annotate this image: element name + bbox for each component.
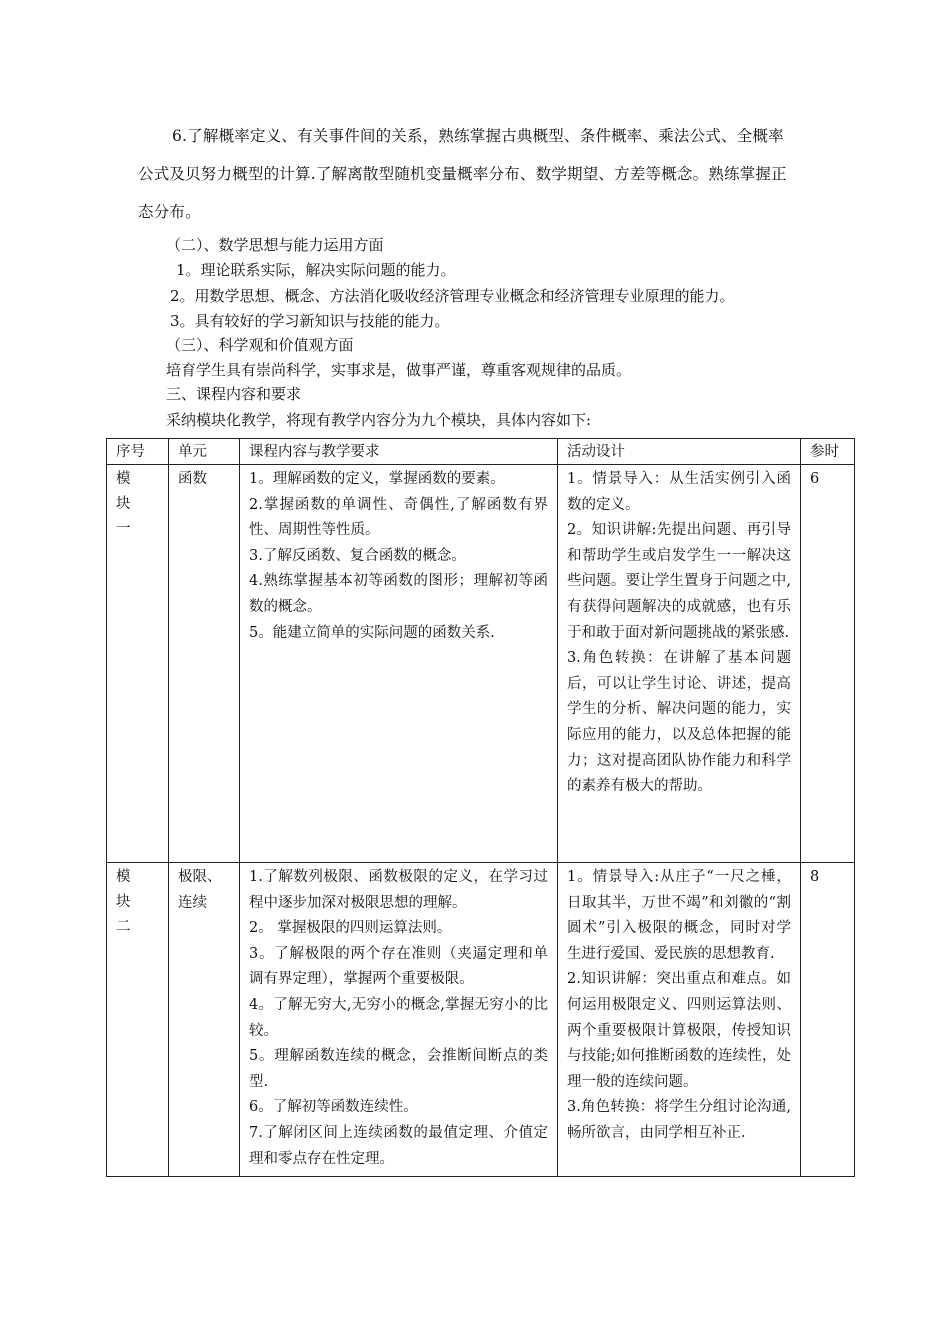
content-item: 1.了解数列极限、函数极限的定义，在学习过程中逐步加深对极限思想的理解。 — [249, 869, 548, 911]
paragraph-6-line-2: 公式及贝努力概型的计算.了解离散型随机变量概率分布、数学期望、方差等概念。熟练掌握正 — [138, 165, 787, 183]
activity-item: 2.知识讲解：突出重点和难点。如何运用极限定义、四则运算法则、两个重要极限计算极限，传授知识与技能;如何推断函数的连续性，处理一般的连续问题。 — [567, 971, 791, 1090]
module-label-char: 模 — [116, 869, 131, 885]
content-item: 7.了解闭区间上连续函数的最值定理、介值定理和零点存在性定理。 — [249, 1124, 548, 1167]
section-3-title: （三）、科学观和价值观方面 — [166, 336, 354, 354]
content-item: 5。能建立简单的实际问题的函数关系. — [249, 624, 495, 641]
content-cell — [240, 863, 558, 1177]
activity-item: 1。情景导入:从庄子“一尺之棰，日取其半，万世不竭”和刘徽的“割圆术”引入极限的概念，同时对学生进行爱国、爱民族的思想教育. — [567, 869, 791, 962]
activity-cell — [558, 465, 801, 863]
activity-item: 3.角色转换：将学生分组讨论沟通,畅所欲言，由同学相互补正. — [567, 1099, 791, 1141]
content-item: 3.了解反函数、复合函数的概念。 — [249, 547, 466, 564]
content-item: 6。了解初等函数连续性。 — [249, 1099, 418, 1116]
hours-cell: 8 — [801, 863, 855, 1177]
table-row — [107, 465, 855, 863]
activity-item: 2。知识讲解:先提出问题、再引导和帮助学生或启发学生一一解决这些问题。要让学生置身于问题之中,有获得问题解决的成就感，也有乐于和敢于面对新问题挑战的紧张感. — [567, 522, 791, 641]
module-cell — [107, 465, 169, 863]
content-item: 2.掌握函数的单调性、奇偶性,了解函数有界性、周期性等性质。 — [249, 496, 548, 539]
module-label-char: 块 — [116, 894, 131, 910]
content-item: 4。了解无穷大,无穷小的概念,掌握无穷小的比较。 — [249, 996, 548, 1039]
course-table — [106, 438, 855, 1177]
unit-cell: 函数 — [169, 465, 240, 863]
content-item: 4.熟练掌握基本初等函数的图形；理解初等函数的概念。 — [249, 573, 548, 615]
module-cell — [107, 863, 169, 1177]
module-label-char: 一 — [116, 521, 131, 537]
section-3-text: 培育学生具有崇尚科学，实事求是，做事严谨，尊重客观规律的品质。 — [166, 361, 632, 379]
content-item: 5。理解函数连续的概念，会推断间断点的类型. — [249, 1048, 548, 1090]
table-lead-text: 采纳模块化教学，将现有教学内容分为九个模块，具体内容如下: — [166, 411, 592, 429]
header-content: 课程内容与教学要求 — [240, 439, 558, 465]
module-label-char: 块 — [116, 496, 131, 512]
unit-cell: 极限、连续 — [169, 863, 240, 1177]
header-index: 序号 — [107, 439, 169, 465]
content-item: 3。了解极限的两个存在准则（夹逼定理和单调有界定理），掌握两个重要极限。 — [249, 945, 548, 988]
paragraph-6-line-3: 态分布。 — [138, 203, 201, 221]
content-item: 1。理解函数的定义，掌握函数的要素。 — [249, 471, 505, 487]
table-row — [107, 863, 855, 1177]
module-label-char: 模 — [116, 471, 131, 487]
module-label-char: 二 — [116, 919, 131, 935]
section-2-item-2: 2。用数学思想、概念、方法消化吸收经济管理专业概念和经济管理专业原理的能力。 — [170, 287, 735, 305]
content-cell — [240, 465, 558, 863]
content-item: 2。 掌握极限的四则运算法则。 — [249, 920, 452, 937]
section-2-item-3: 3。具有较好的学习新知识与技能的能力。 — [170, 312, 450, 330]
hours-cell: 6 — [801, 465, 855, 863]
activity-cell — [558, 863, 801, 1177]
heading-course-content: 三、课程内容和要求 — [166, 385, 302, 403]
section-2-title: （二）、数学思想与能力运用方面 — [166, 236, 384, 254]
activity-item: 1。情景导入：从生活实例引入函数的定义。 — [567, 471, 791, 513]
table-header-row — [107, 439, 855, 465]
paragraph-6-line-1: 6.了解概率定义、有关事件间的关系，熟练掌握古典概型、条件概率、乘法公式、全概率 — [172, 127, 784, 145]
header-activity: 活动设计 — [558, 439, 801, 465]
header-hours: 参时 — [801, 439, 855, 465]
activity-item: 3.角色转换：在讲解了基本问题后，可以让学生讨论、讲述，提高学生的分析、解决问题的能力，实际应用的能力，以及总体把握的能力；这对提高团队协作能力和科学的素养有极大的帮助。 — [567, 650, 791, 795]
section-2-item-1: 1。理论联系实际，解决实际问题的能力。 — [176, 261, 456, 279]
header-unit: 单元 — [169, 439, 240, 465]
